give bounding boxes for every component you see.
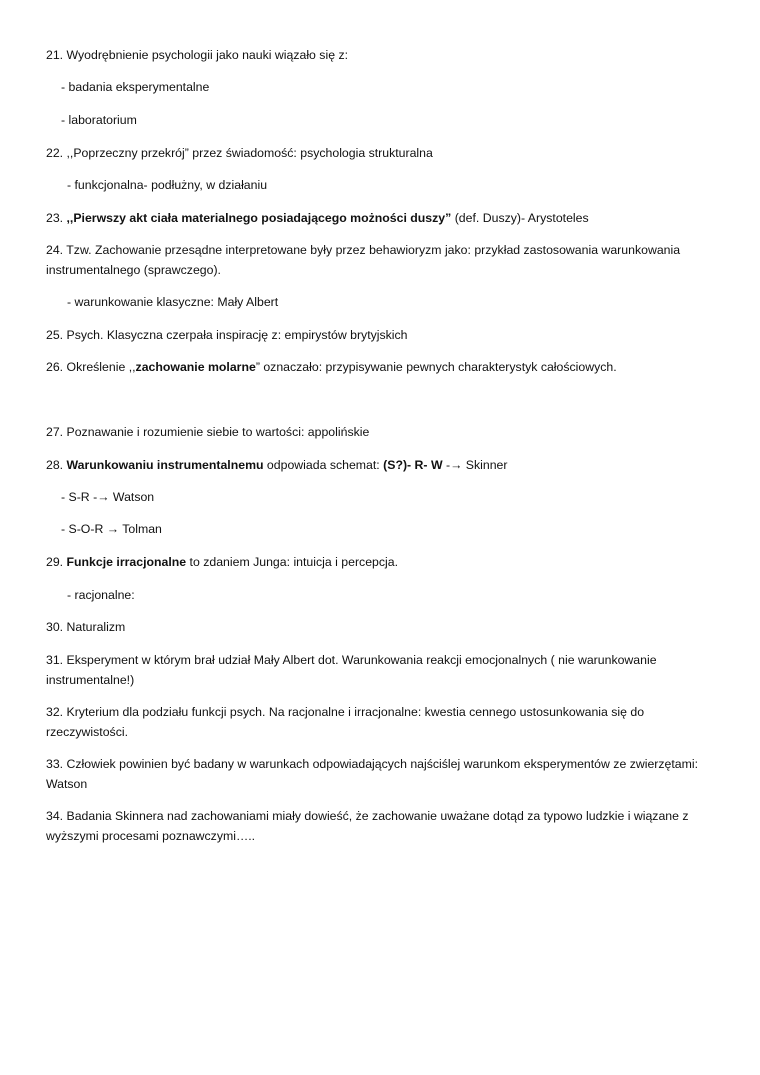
item-23-number: 23.: [46, 211, 67, 225]
item-29-point-1: - racjonalne:: [67, 588, 135, 602]
item-24-point-1: - warunkowanie klasyczne: Mały Albert: [67, 295, 279, 309]
item-28-point-1: - S-R -→ Watson: [61, 490, 155, 504]
item-32: 32. Kryterium dla podziału funkcji psych. Na racjonalne i irracjonalne: kwestia cennego ustosunkowania się do rzeczywistości.: [46, 705, 645, 739]
item-21-point-2: - laboratorium: [61, 113, 137, 127]
item-23-suffix: (def. Duszy)- Arystoteles: [451, 211, 589, 225]
item-29-number: 29.: [46, 555, 67, 569]
item-26-suffix: ” oznaczało: przypisywanie pewnych charakterystyk całościowych.: [255, 360, 617, 374]
item-21-point-1: - badania eksperymentalne: [61, 80, 210, 94]
item-27: 27. Poznawanie i rozumienie siebie to wartości: appolińskie: [46, 425, 370, 439]
item-28-bold-term: Warunkowaniu instrumentalnemu: [66, 458, 264, 472]
item-30: 30. Naturalizm: [46, 620, 126, 634]
item-29: [46, 552, 726, 572]
item-28-middle: odpowiada schemat:: [263, 458, 384, 472]
item-26-prefix: 26. Określenie ,,: [46, 360, 136, 374]
item-22: 22. ,,Poprzeczny przekrój” przez świadomość: psychologia strukturalna: [46, 146, 433, 160]
item-34: 34. Badania Skinnera nad zachowaniami miały dowieść, że zachowanie uważane dotąd za typowo ludzkie i wiązane z wyższymi procesami poznawczymi…..: [46, 809, 689, 843]
item-33: 33. Człowiek powinien być badany w warunkach odpowiadających najściślej warunkom eksperymentów ze zwierzętami: Watson: [46, 757, 699, 791]
item-28-point-2: - S-O-R → Tolman: [61, 522, 162, 536]
item-22-point-1: - funkcjonalna- podłużny, w działaniu: [67, 178, 268, 192]
item-28: [46, 455, 726, 475]
item-28-suffix: -→ Skinner: [442, 458, 508, 472]
item-25: 25. Psych. Klasyczna czerpała inspirację z: empirystów brytyjskich: [46, 328, 408, 342]
item-29-bold-term: Funkcje irracjonalne: [66, 555, 187, 569]
item-28-bold-schema: (S?)- R- W: [383, 458, 443, 472]
item-21: 21. Wyodrębnienie psychologii jako nauki wiązało się z:: [46, 48, 349, 62]
item-23-bold-quote: ,,Pierwszy akt ciała materialnego posiadającego możności duszy”: [66, 211, 452, 225]
item-31: 31. Eksperyment w którym brał udział Mały Albert dot. Warunkowania reakcji emocjonalnych ( nie warunkowanie instrumentalne!): [46, 653, 657, 687]
item-24: 24. Tzw. Zachowanie przesądne interpretowane były przez behawioryzm jako: przykład zastosowania warunkowania instrumentalnego (sprawczego).: [46, 243, 681, 277]
item-26-bold-term: zachowanie molarne: [135, 360, 256, 374]
item-23: [46, 208, 726, 228]
item-26: [46, 357, 726, 377]
item-29-suffix: to zdaniem Junga: intuicja i percepcja.: [186, 555, 399, 569]
item-28-number: 28.: [46, 458, 67, 472]
